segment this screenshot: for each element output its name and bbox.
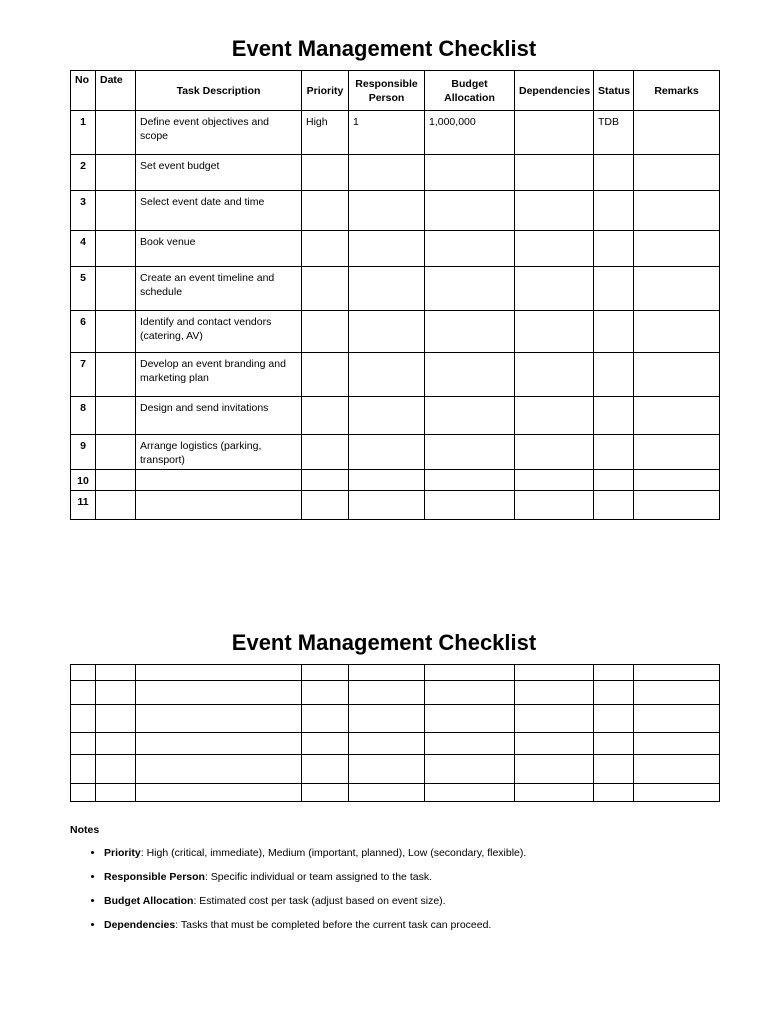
cell-date [96, 435, 136, 470]
cell-budget [425, 470, 515, 491]
cell-remarks [634, 435, 720, 470]
blank-cell [425, 784, 515, 802]
cell-date [96, 353, 136, 397]
cell-date [96, 191, 136, 231]
blank-cell [349, 784, 425, 802]
blank-cell [634, 705, 720, 733]
table-row [71, 491, 720, 520]
cell-budget [425, 191, 515, 231]
cell-task: Identify and contact vendors (catering, AV) [136, 311, 302, 353]
cell-status [594, 435, 634, 470]
notes-section [70, 824, 730, 942]
cell-task: Arrange logistics (parking, transport) [136, 435, 302, 470]
note-term: Responsible Person [104, 871, 205, 883]
cell-dependencies [515, 111, 594, 155]
header-no: No [71, 71, 96, 111]
cell-remarks [634, 491, 720, 520]
blank-cell [425, 733, 515, 755]
blank-cell [96, 681, 136, 705]
page-title: Event Management Checklist [231, 36, 537, 61]
blank-row [71, 784, 720, 802]
blank-cell [136, 705, 302, 733]
blank-cell [594, 681, 634, 705]
table-row [71, 311, 720, 353]
table-row [71, 435, 720, 470]
blank-cell [96, 705, 136, 733]
cell-dependencies [515, 491, 594, 520]
cell-task [136, 491, 302, 520]
blank-cell [71, 755, 96, 784]
blank-row [71, 705, 720, 733]
cell-priority [302, 435, 349, 470]
blank-cell [71, 705, 96, 733]
cell-remarks [634, 397, 720, 435]
blank-cell [425, 665, 515, 681]
cell-task: Select event date and time [136, 191, 302, 231]
cell-no: 2 [71, 155, 96, 191]
cell-status [594, 470, 634, 491]
cell-dependencies [515, 435, 594, 470]
table-row [71, 267, 720, 311]
blank-row [71, 733, 720, 755]
cell-date [96, 111, 136, 155]
header-budget-allocation: Budget Allocation [425, 71, 515, 111]
table-row [71, 470, 720, 491]
blank-cell [349, 681, 425, 705]
cell-priority: High [302, 111, 349, 155]
blank-cell [515, 784, 594, 802]
header-priority: Priority [302, 71, 349, 111]
cell-priority [302, 155, 349, 191]
blank-cell [634, 681, 720, 705]
table-row [71, 111, 720, 155]
cell-priority [302, 397, 349, 435]
cell-no: 8 [71, 397, 96, 435]
note-text: : Specific individual or team assigned to the task. [204, 871, 432, 883]
table-row [71, 353, 720, 397]
cell-budget [425, 353, 515, 397]
cell-status [594, 397, 634, 435]
blank-cell [349, 705, 425, 733]
cell-status: TDB [594, 111, 634, 155]
blank-cell [136, 733, 302, 755]
blank-cell [302, 784, 349, 802]
cell-budget [425, 231, 515, 267]
cell-no: 9 [71, 435, 96, 470]
cell-status [594, 155, 634, 191]
blank-cell [71, 784, 96, 802]
header-task-description: Task Description [136, 71, 302, 111]
cell-date [96, 491, 136, 520]
cell-dependencies [515, 397, 594, 435]
blank-cell [71, 681, 96, 705]
note-term: Budget Allocation [104, 895, 194, 907]
cell-responsible [349, 311, 425, 353]
cell-responsible [349, 231, 425, 267]
blank-cell [71, 733, 96, 755]
cell-budget [425, 397, 515, 435]
header-date: Date [96, 71, 136, 111]
table-row [71, 191, 720, 231]
cell-task: Book venue [136, 231, 302, 267]
blank-cell [96, 733, 136, 755]
cell-remarks [634, 155, 720, 191]
cell-no: 7 [71, 353, 96, 397]
blank-cell [302, 681, 349, 705]
cell-responsible [349, 435, 425, 470]
cell-remarks [634, 111, 720, 155]
blank-cell [515, 755, 594, 784]
cell-dependencies [515, 311, 594, 353]
note-text: : Estimated cost per task (adjust based on event size). [193, 895, 446, 907]
blank-row [71, 665, 720, 681]
cell-remarks [634, 191, 720, 231]
cell-task [136, 470, 302, 491]
blank-cell [594, 784, 634, 802]
blank-cell [634, 755, 720, 784]
cell-priority [302, 311, 349, 353]
cell-budget [425, 435, 515, 470]
cell-responsible [349, 155, 425, 191]
note-text: : Tasks that must be completed before the current task can proceed. [175, 919, 492, 931]
cell-budget [425, 311, 515, 353]
blank-cell [302, 755, 349, 784]
cell-remarks [634, 311, 720, 353]
note-item [104, 894, 730, 908]
cell-task: Define event objectives and scope [136, 111, 302, 155]
cell-dependencies [515, 231, 594, 267]
blank-cell [515, 705, 594, 733]
cell-responsible [349, 353, 425, 397]
blank-cell [425, 705, 515, 733]
note-term: Priority [104, 847, 141, 859]
blank-cell [594, 705, 634, 733]
cell-remarks [634, 470, 720, 491]
blank-cell [594, 665, 634, 681]
checklist-table [70, 70, 720, 520]
cell-no: 5 [71, 267, 96, 311]
cell-remarks [634, 267, 720, 311]
blank-cell [349, 733, 425, 755]
blank-cell [96, 784, 136, 802]
cell-no: 1 [71, 111, 96, 155]
cell-remarks [634, 231, 720, 267]
cell-status [594, 353, 634, 397]
cell-date [96, 155, 136, 191]
blank-row [71, 681, 720, 705]
blank-cell [71, 665, 96, 681]
cell-dependencies [515, 191, 594, 231]
blank-cell [594, 733, 634, 755]
cell-date [96, 267, 136, 311]
cell-responsible: 1 [349, 111, 425, 155]
cell-task: Create an event timeline and schedule [136, 267, 302, 311]
cell-priority [302, 231, 349, 267]
cell-status [594, 231, 634, 267]
blank-cell [136, 665, 302, 681]
blank-cell [349, 755, 425, 784]
cell-status [594, 191, 634, 231]
cell-no: 6 [71, 311, 96, 353]
cell-date [96, 470, 136, 491]
note-item [104, 846, 730, 860]
blank-row [71, 755, 720, 784]
blank-cell [136, 681, 302, 705]
header-row [71, 71, 720, 111]
cell-priority [302, 470, 349, 491]
blank-cell [634, 784, 720, 802]
blank-cell [634, 665, 720, 681]
cell-dependencies [515, 470, 594, 491]
cell-responsible [349, 491, 425, 520]
cell-priority [302, 491, 349, 520]
cell-responsible [349, 470, 425, 491]
table-row [71, 155, 720, 191]
blank-cell [349, 665, 425, 681]
cell-no: 10 [71, 470, 96, 491]
cell-remarks [634, 353, 720, 397]
cell-responsible [349, 267, 425, 311]
notes-title: Notes [70, 824, 100, 836]
blank-cell [302, 665, 349, 681]
cell-dependencies [515, 353, 594, 397]
blank-cell [515, 733, 594, 755]
note-text: : High (critical, immediate), Medium (important, planned), Low (secondary, flexible). [140, 847, 527, 859]
cell-budget [425, 155, 515, 191]
cell-status [594, 491, 634, 520]
blank-cell [515, 681, 594, 705]
blank-cell [136, 755, 302, 784]
header-dependencies: Dependencies [515, 71, 594, 111]
cell-status [594, 267, 634, 311]
blank-cell [634, 733, 720, 755]
page-title-second: Event Management Checklist [231, 630, 537, 655]
cell-date [96, 397, 136, 435]
cell-date [96, 231, 136, 267]
cell-task: Develop an event branding and marketing plan [136, 353, 302, 397]
cell-date [96, 311, 136, 353]
cell-budget [425, 491, 515, 520]
blank-cell [302, 705, 349, 733]
cell-responsible [349, 191, 425, 231]
table-row [71, 231, 720, 267]
blank-cell [136, 784, 302, 802]
cell-priority [302, 267, 349, 311]
notes-list [70, 846, 730, 932]
blank-cell [425, 755, 515, 784]
cell-task: Set event budget [136, 155, 302, 191]
blank-cell [96, 755, 136, 784]
note-term: Dependencies [104, 919, 176, 931]
blank-cell [96, 665, 136, 681]
blank-cell [594, 755, 634, 784]
cell-dependencies [515, 155, 594, 191]
cell-budget [425, 267, 515, 311]
cell-priority [302, 191, 349, 231]
cell-no: 3 [71, 191, 96, 231]
cell-priority [302, 353, 349, 397]
cell-budget: 1,000,000 [425, 111, 515, 155]
cell-task: Design and send invitations [136, 397, 302, 435]
note-item [104, 918, 730, 932]
blank-cell [302, 733, 349, 755]
blank-cell [425, 681, 515, 705]
cell-responsible [349, 397, 425, 435]
cell-no: 4 [71, 231, 96, 267]
header-responsible-person: Responsible Person [349, 71, 425, 111]
blank-cell [515, 665, 594, 681]
cell-dependencies [515, 267, 594, 311]
header-remarks: Remarks [634, 71, 720, 111]
table-row [71, 397, 720, 435]
cell-status [594, 311, 634, 353]
blank-checklist-table [70, 664, 720, 802]
note-item [104, 870, 730, 884]
cell-no: 11 [71, 491, 96, 520]
header-status: Status [594, 71, 634, 111]
